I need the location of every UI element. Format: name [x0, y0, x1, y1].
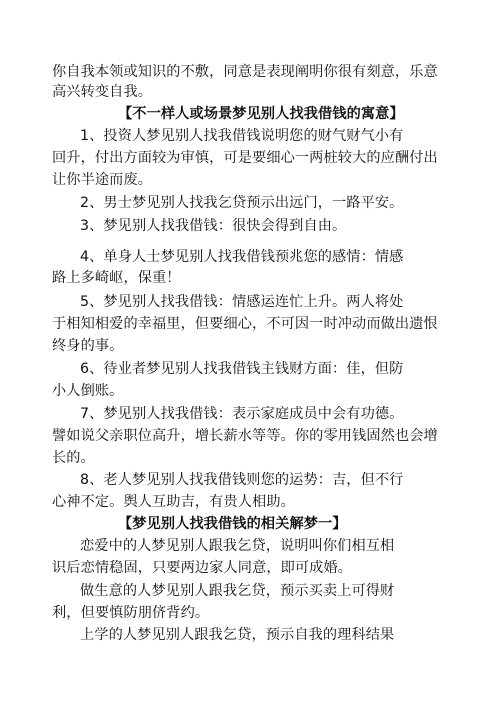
text-line: 路上多崎岖，保重！ [52, 270, 181, 286]
text-line: 譬如说父亲职位高升，增长薪水等等。你的零用钱固然也会增 [52, 428, 438, 444]
text-line: 你自我本领或知识的不敷，同意是表现阐明你很有刻意，乐意 [52, 64, 438, 80]
text-line: 利，但要慎防朋侪背约。 [52, 605, 210, 621]
text-line: 于相知相爱的幸福里，但要细心，不可因一时冲动而做出遗恨 [52, 316, 438, 332]
list-item: 1、投资人梦见别人找我借钱说明您的财气财气小有 [80, 128, 404, 144]
text-line: 小人倒账。 [52, 383, 124, 399]
section-heading: 【不一样人或场景梦见别人找我借钱的寓意】 [118, 106, 404, 122]
paragraph-start: 做生意的人梦见别人跟我乞贷，预示买卖上可得财 [80, 583, 395, 599]
text-line: 回升，付出方面较为审慎，可是要细心一两桩较大的应酬付出 [52, 150, 438, 166]
text-line: 识后恋情稳固，只要两边家人同意，即可成婚。 [52, 560, 353, 576]
list-item: 3、梦见别人找我借钱：很快会得到自由。 [80, 218, 347, 234]
text-line: 高兴转变自我。 [52, 84, 153, 100]
text-line: 长的。 [52, 450, 95, 466]
paragraph-start: 恋爱中的人梦见别人跟我乞贷，说明叫你们相互相 [80, 538, 395, 554]
list-item: 4、单身人士梦见别人找我借钱预兆您的感情：情感 [80, 249, 404, 265]
list-item: 7、梦见别人找我借钱：表示家庭成员中会有功德。 [80, 406, 404, 422]
text-line: 心神不定。舆人互助吉，有贵人相助。 [52, 494, 295, 510]
text-line: 终身的事。 [52, 338, 124, 354]
section-heading: 【梦见别人找我借钱的相关解梦一】 [118, 516, 347, 532]
list-item: 5、梦见别人找我借钱：情感运连忙上升。两人将处 [80, 294, 404, 310]
paragraph-start: 上学的人梦见别人跟我乞贷，预示自我的理科结果 [80, 627, 395, 643]
list-item: 8、老人梦见别人找我借钱则您的运势：吉，但不行 [80, 472, 404, 488]
list-item: 6、待业者梦见别人找我借钱主钱财方面：佳，但防 [80, 361, 404, 377]
list-item: 2、男士梦见别人找我乞贷预示出远门，一路平安。 [80, 195, 404, 211]
text-line: 让你半途而废。 [52, 172, 153, 188]
